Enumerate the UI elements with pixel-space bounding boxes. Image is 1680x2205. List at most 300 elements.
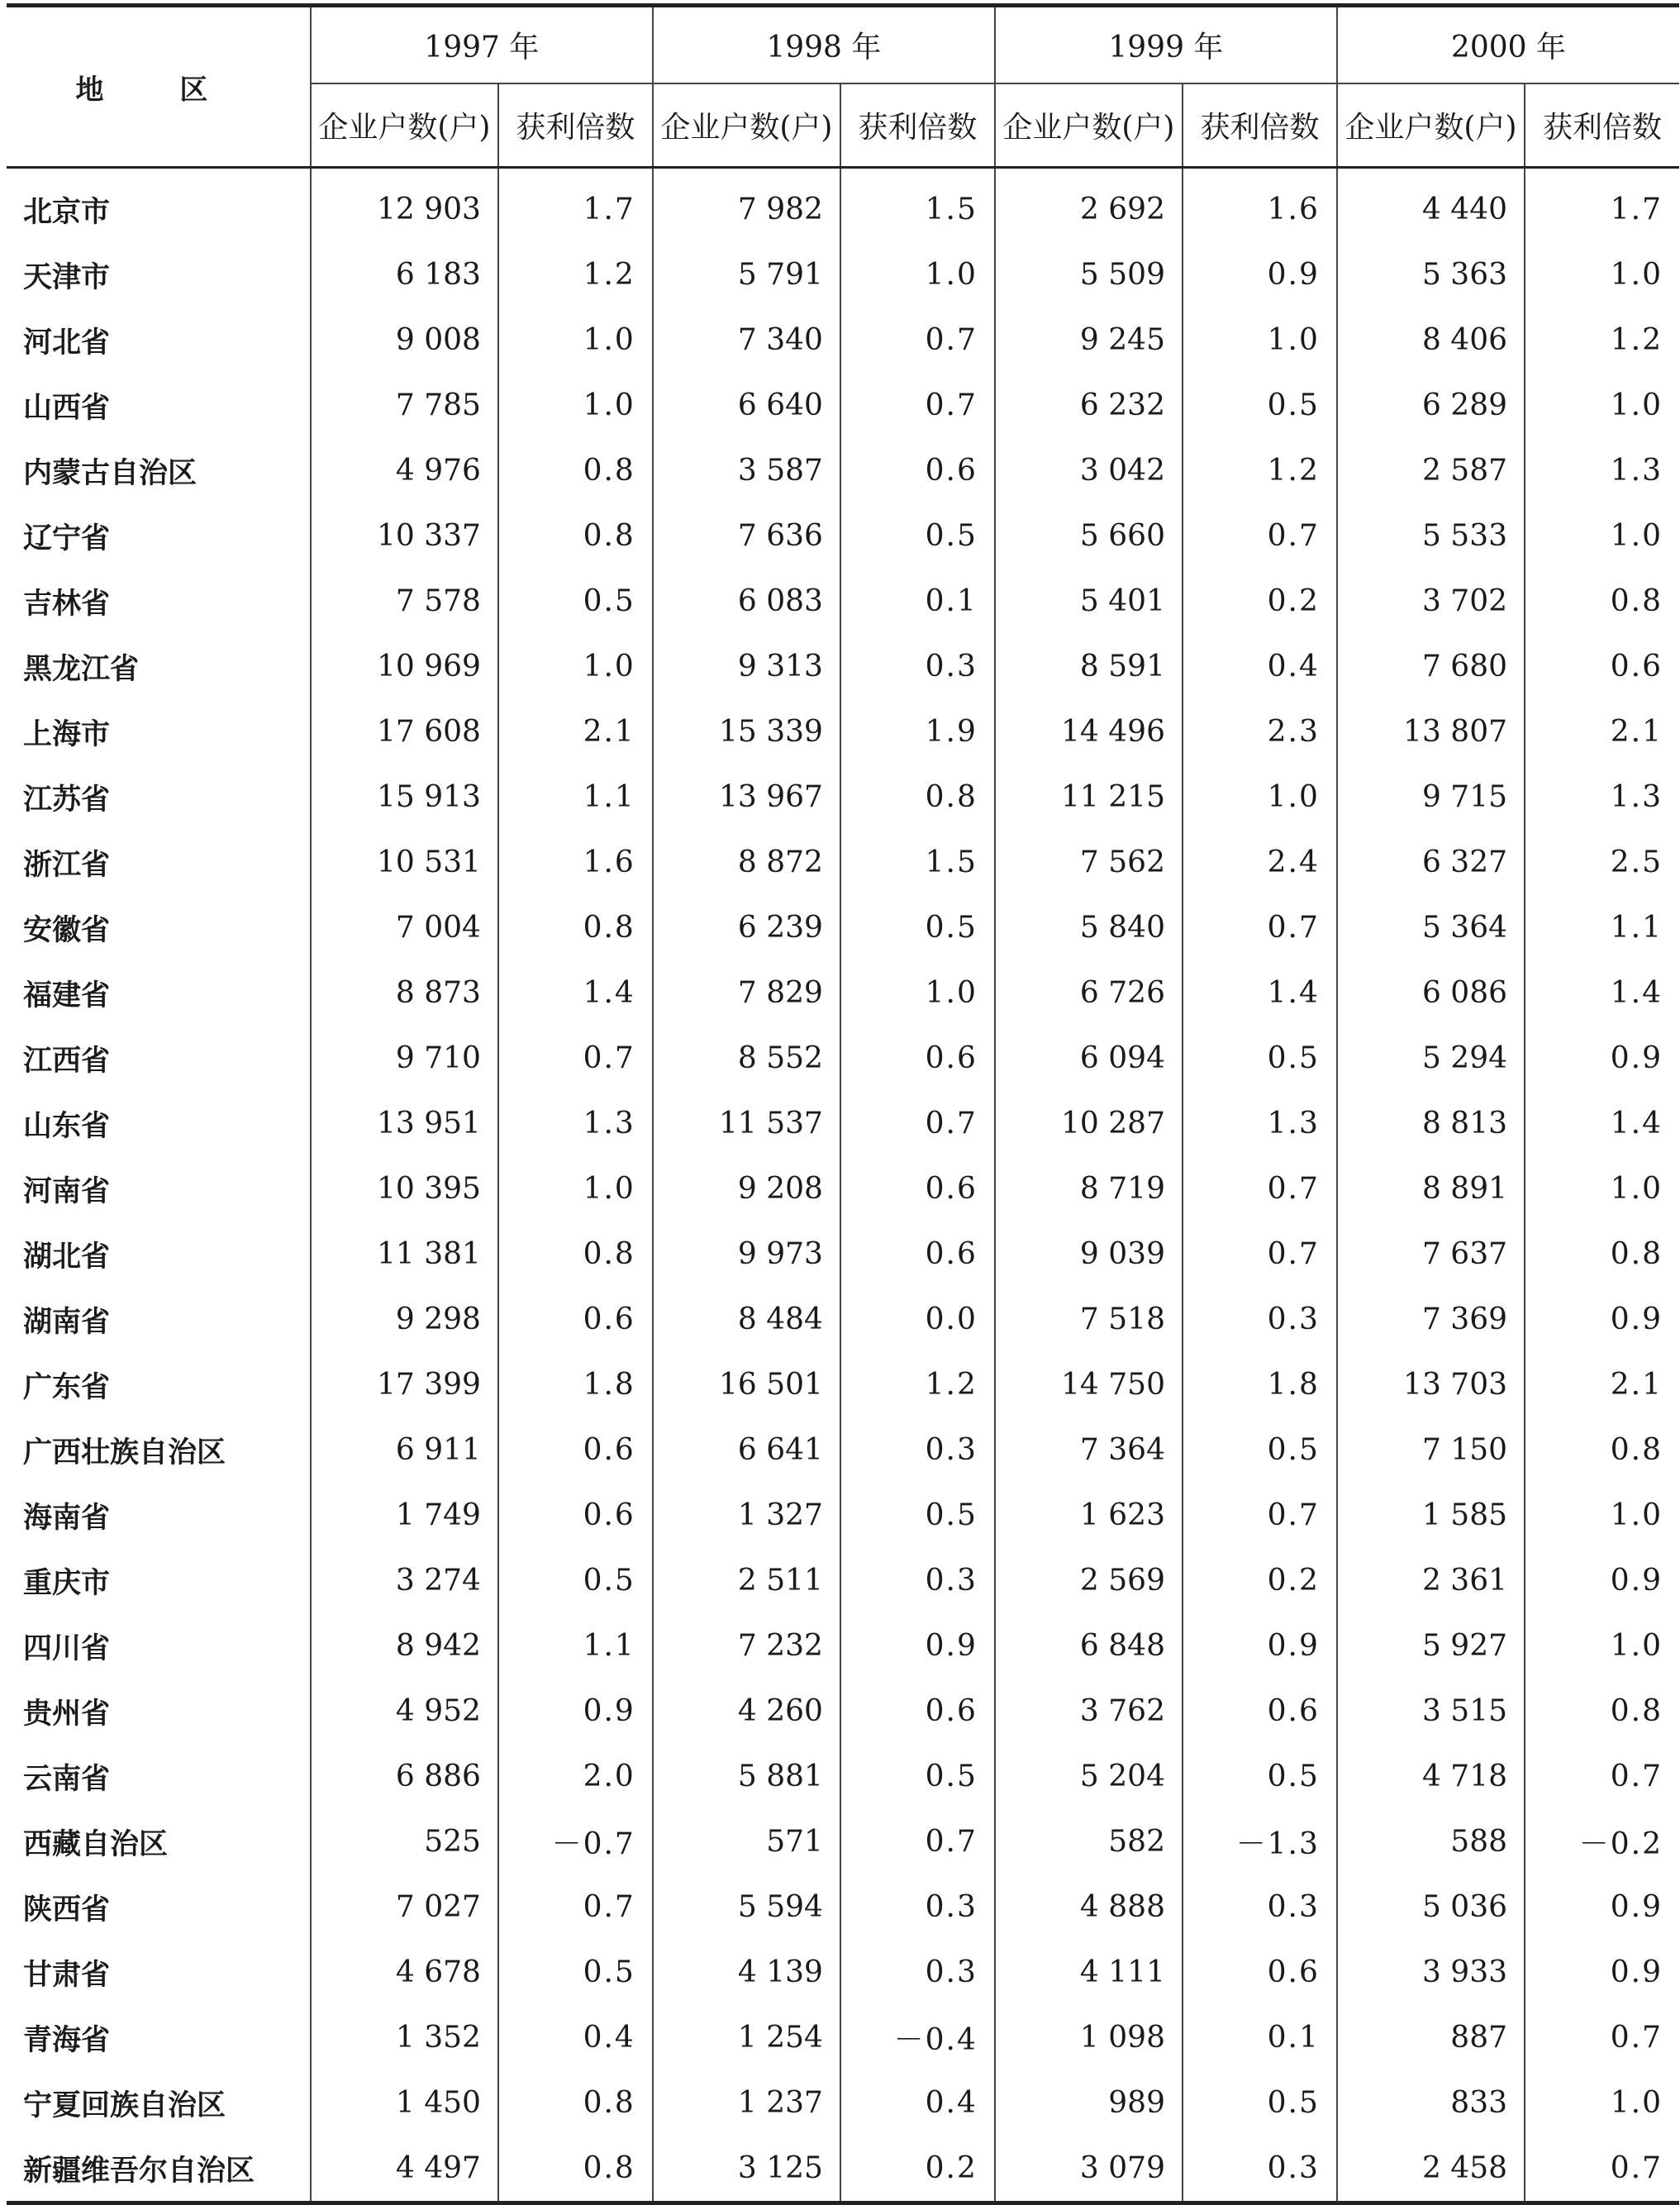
enterprise-count-cell: 6 232 <box>995 373 1183 438</box>
enterprise-count-cell: 8 872 <box>653 830 840 895</box>
profit-multiple-cell: 1.2 <box>1183 438 1337 503</box>
enterprise-profit-table <box>7 3 1679 2205</box>
profit-multiple-cell: 0.6 <box>498 1417 653 1483</box>
enterprise-count-cell: 9 039 <box>995 1222 1183 1287</box>
profit-multiple-cell: 1.0 <box>1525 1613 1679 1679</box>
profit-multiple-cell: 0.2 <box>840 2136 995 2203</box>
table-row <box>7 1679 1679 1744</box>
enterprise-count-cell: 10 337 <box>311 503 498 569</box>
profit-multiple-cell: 0.5 <box>1183 1744 1337 1809</box>
enterprise-count-header: 企业户数(户) <box>311 83 498 168</box>
table-row <box>7 2005 1679 2070</box>
profit-multiple-cell: 1.0 <box>1525 2070 1679 2136</box>
region-name-cell: 山西省 <box>23 391 111 425</box>
enterprise-count-cell: 3 125 <box>653 2136 840 2203</box>
enterprise-count-cell: 3 274 <box>311 1548 498 1613</box>
table-row <box>7 895 1679 960</box>
profit-multiple-cell: 0.5 <box>840 1483 995 1548</box>
enterprise-count-cell: 6 911 <box>311 1417 498 1483</box>
region-name-cell: 海南省 <box>23 1501 111 1535</box>
profit-multiple-cell: 0.8 <box>840 764 995 830</box>
profit-multiple-cell: 0.8 <box>1525 569 1679 634</box>
profit-multiple-cell: 1.5 <box>840 168 995 243</box>
enterprise-count-cell: 4 678 <box>311 1940 498 2005</box>
region-name-cell: 吉林省 <box>23 587 111 621</box>
enterprise-count-cell: 6 886 <box>311 1744 498 1809</box>
profit-multiple-cell: 0.5 <box>840 895 995 960</box>
profit-multiple-cell: 1.1 <box>498 764 653 830</box>
profit-multiple-cell: 0.5 <box>1183 2070 1337 2136</box>
enterprise-count-cell: 10 395 <box>311 1156 498 1222</box>
enterprise-count-cell: 10 531 <box>311 830 498 895</box>
profit-multiple-cell: 0.3 <box>840 1417 995 1483</box>
table-row <box>7 307 1679 373</box>
profit-multiple-cell: 0.3 <box>840 1874 995 1940</box>
profit-multiple-cell: 0.5 <box>498 569 653 634</box>
enterprise-count-cell: 6 848 <box>995 1613 1183 1679</box>
profit-multiple-cell: 0.7 <box>1525 2136 1679 2203</box>
enterprise-count-cell: 1 098 <box>995 2005 1183 2070</box>
profit-multiple-cell: 0.5 <box>1183 1026 1337 1091</box>
enterprise-count-cell: 10 969 <box>311 634 498 699</box>
profit-multiple-cell: 0.3 <box>840 634 995 699</box>
profit-multiple-cell: 0.6 <box>498 1483 653 1548</box>
profit-multiple-cell: 0.3 <box>1183 1874 1337 1940</box>
enterprise-count-cell: 1 352 <box>311 2005 498 2070</box>
enterprise-count-cell: 17 399 <box>311 1352 498 1417</box>
region-name-cell: 重庆市 <box>23 1566 111 1600</box>
enterprise-count-cell: 2 692 <box>995 168 1183 243</box>
enterprise-count-cell: 6 183 <box>311 242 498 307</box>
enterprise-count-cell: 9 298 <box>311 1287 498 1352</box>
enterprise-count-cell: 4 718 <box>1337 1744 1525 1809</box>
enterprise-count-cell: 4 976 <box>311 438 498 503</box>
enterprise-count-cell: 13 703 <box>1337 1352 1525 1417</box>
profit-multiple-cell: 0.6 <box>1525 634 1679 699</box>
table-row <box>7 1613 1679 1679</box>
enterprise-count-cell: 5 533 <box>1337 503 1525 569</box>
profit-multiple-cell: 1.1 <box>498 1613 653 1679</box>
enterprise-count-cell: 5 881 <box>653 1744 840 1809</box>
enterprise-count-cell: 6 726 <box>995 960 1183 1026</box>
enterprise-count-cell: 571 <box>653 1809 840 1874</box>
region-name-cell: 上海市 <box>23 717 111 751</box>
profit-multiple-cell: 0.4 <box>498 2005 653 2070</box>
enterprise-count-cell: 7 232 <box>653 1613 840 1679</box>
enterprise-count-cell: 833 <box>1337 2070 1525 2136</box>
enterprise-count-cell: 1 450 <box>311 2070 498 2136</box>
region-name-cell: 辽宁省 <box>23 521 111 555</box>
enterprise-count-cell: 17 608 <box>311 699 498 764</box>
enterprise-count-cell: 6 094 <box>995 1026 1183 1091</box>
region-name-cell: 宁夏回族自治区 <box>23 2088 226 2122</box>
region-name-cell: 江苏省 <box>23 783 111 817</box>
profit-multiple-cell: 1.9 <box>840 699 995 764</box>
profit-multiple-cell: 0.9 <box>1525 1940 1679 2005</box>
enterprise-count-header: 企业户数(户) <box>653 83 840 168</box>
enterprise-count-cell: 7 340 <box>653 307 840 373</box>
enterprise-count-cell: 8 891 <box>1337 1156 1525 1222</box>
table-row <box>7 960 1679 1026</box>
enterprise-count-cell: 5 036 <box>1337 1874 1525 1940</box>
enterprise-count-cell: 1 585 <box>1337 1483 1525 1548</box>
enterprise-count-cell: 6 239 <box>653 895 840 960</box>
profit-multiple-cell: 0.9 <box>498 1679 653 1744</box>
enterprise-count-cell: 6 641 <box>653 1417 840 1483</box>
region-name-cell: 广西壮族自治区 <box>23 1436 226 1469</box>
enterprise-count-cell: 8 873 <box>311 960 498 1026</box>
region-name-cell: 广东省 <box>23 1370 111 1404</box>
enterprise-count-cell: 7 982 <box>653 168 840 243</box>
profit-multiple-cell: 1.0 <box>1525 242 1679 307</box>
profit-multiple-cell: 1.2 <box>498 242 653 307</box>
profit-multiple-cell: 1.7 <box>1525 168 1679 243</box>
profit-multiple-cell: 0.8 <box>498 2070 653 2136</box>
enterprise-count-cell: 8 552 <box>653 1026 840 1091</box>
enterprise-count-cell: 4 888 <box>995 1874 1183 1940</box>
profit-multiple-cell: 1.0 <box>1525 373 1679 438</box>
profit-multiple-cell: 0.6 <box>1183 1940 1337 2005</box>
profit-multiple-cell: 0.7 <box>1183 895 1337 960</box>
profit-multiple-header: 获利倍数 <box>498 83 653 168</box>
enterprise-count-cell: 9 973 <box>653 1222 840 1287</box>
enterprise-count-cell: 5 594 <box>653 1874 840 1940</box>
enterprise-count-cell: 1 237 <box>653 2070 840 2136</box>
table-row <box>7 168 1679 243</box>
table-row <box>7 1026 1679 1091</box>
profit-multiple-cell: 1.4 <box>1525 960 1679 1026</box>
enterprise-count-cell: 525 <box>311 1809 498 1874</box>
statistics-table-container <box>7 3 1679 2205</box>
profit-multiple-cell: 0.6 <box>840 1679 995 1744</box>
profit-multiple-cell: 2.4 <box>1183 830 1337 895</box>
enterprise-count-cell: 3 762 <box>995 1679 1183 1744</box>
year-header-1997: 1997 年 <box>311 6 653 84</box>
profit-multiple-cell: 0.6 <box>840 1156 995 1222</box>
profit-multiple-cell: 1.3 <box>498 1091 653 1156</box>
enterprise-count-cell: 9 245 <box>995 307 1183 373</box>
enterprise-count-cell: 5 363 <box>1337 242 1525 307</box>
enterprise-count-header: 企业户数(户) <box>1337 83 1525 168</box>
enterprise-count-cell: 7 150 <box>1337 1417 1525 1483</box>
enterprise-count-cell: 588 <box>1337 1809 1525 1874</box>
profit-multiple-cell: 0.7 <box>1183 503 1337 569</box>
enterprise-count-cell: 3 042 <box>995 438 1183 503</box>
region-name-cell: 浙江省 <box>23 848 111 882</box>
profit-multiple-cell: 0.3 <box>1183 2136 1337 2203</box>
table-row <box>7 1744 1679 1809</box>
profit-multiple-cell: 2.1 <box>1525 699 1679 764</box>
table-row <box>7 373 1679 438</box>
profit-multiple-cell: 2.0 <box>498 1744 653 1809</box>
enterprise-count-cell: 4 139 <box>653 1940 840 2005</box>
enterprise-count-cell: 7 785 <box>311 373 498 438</box>
profit-multiple-cell: 0.6 <box>840 1222 995 1287</box>
region-header-label: 地 区 <box>75 73 241 107</box>
profit-multiple-cell: 0.6 <box>1183 1679 1337 1744</box>
profit-multiple-cell: 2.1 <box>498 699 653 764</box>
table-row <box>7 242 1679 307</box>
profit-multiple-cell: 1.4 <box>1183 960 1337 1026</box>
profit-multiple-cell: 1.0 <box>498 634 653 699</box>
enterprise-count-cell: 14 750 <box>995 1352 1183 1417</box>
profit-multiple-cell: 0.9 <box>1525 1548 1679 1613</box>
table-row <box>7 503 1679 569</box>
region-name-cell: 天津市 <box>23 260 111 294</box>
enterprise-count-cell: 16 501 <box>653 1352 840 1417</box>
profit-multiple-cell: 0.0 <box>840 1287 995 1352</box>
profit-multiple-cell: 2.5 <box>1525 830 1679 895</box>
table-header <box>7 6 1679 168</box>
enterprise-count-cell: 15 913 <box>311 764 498 830</box>
profit-multiple-cell: 2.1 <box>1525 1352 1679 1417</box>
enterprise-count-cell: 1 749 <box>311 1483 498 1548</box>
profit-multiple-cell: 0.7 <box>1183 1222 1337 1287</box>
enterprise-count-cell: 4 497 <box>311 2136 498 2203</box>
table-row <box>7 634 1679 699</box>
profit-multiple-cell: 0.7 <box>1183 1156 1337 1222</box>
enterprise-count-cell: 7 027 <box>311 1874 498 1940</box>
profit-multiple-cell: 0.7 <box>1525 1744 1679 1809</box>
profit-multiple-cell: －0.4 <box>840 2005 995 2070</box>
enterprise-count-cell: 7 518 <box>995 1287 1183 1352</box>
table-row <box>7 1222 1679 1287</box>
region-column-header <box>7 6 311 168</box>
enterprise-count-cell: 5 204 <box>995 1744 1183 1809</box>
enterprise-count-cell: 5 509 <box>995 242 1183 307</box>
profit-multiple-cell: 1.0 <box>1525 503 1679 569</box>
enterprise-count-cell: 5 364 <box>1337 895 1525 960</box>
enterprise-count-cell: 11 537 <box>653 1091 840 1156</box>
enterprise-count-cell: 3 587 <box>653 438 840 503</box>
table-row <box>7 1091 1679 1156</box>
enterprise-count-cell: 5 840 <box>995 895 1183 960</box>
region-name-cell: 湖南省 <box>23 1305 111 1339</box>
profit-multiple-cell: 1.0 <box>840 242 995 307</box>
region-name-cell: 江西省 <box>23 1044 111 1078</box>
enterprise-count-cell: 6 083 <box>653 569 840 634</box>
profit-multiple-cell: 0.7 <box>1525 2005 1679 2070</box>
enterprise-count-cell: 3 515 <box>1337 1679 1525 1744</box>
enterprise-count-cell: 6 289 <box>1337 373 1525 438</box>
profit-multiple-cell: 0.3 <box>1183 1287 1337 1352</box>
table-row <box>7 1156 1679 1222</box>
profit-multiple-cell: 0.8 <box>1525 1679 1679 1744</box>
region-name-cell: 河南省 <box>23 1174 111 1208</box>
enterprise-count-cell: 15 339 <box>653 699 840 764</box>
enterprise-count-cell: 5 401 <box>995 569 1183 634</box>
profit-multiple-cell: 1.8 <box>1183 1352 1337 1417</box>
region-name-cell: 西藏自治区 <box>23 1827 169 1861</box>
table-row <box>7 1874 1679 1940</box>
enterprise-count-cell: 3 933 <box>1337 1940 1525 2005</box>
enterprise-count-cell: 5 927 <box>1337 1613 1525 1679</box>
profit-multiple-cell: 0.8 <box>498 2136 653 2203</box>
year-header-2000: 2000 年 <box>1337 6 1679 84</box>
enterprise-count-cell: 11 381 <box>311 1222 498 1287</box>
table-row <box>7 1352 1679 1417</box>
enterprise-count-cell: 8 813 <box>1337 1091 1525 1156</box>
profit-multiple-cell: 0.8 <box>1525 1417 1679 1483</box>
enterprise-count-cell: 10 287 <box>995 1091 1183 1156</box>
profit-multiple-cell: 1.0 <box>1183 307 1337 373</box>
enterprise-count-cell: 2 511 <box>653 1548 840 1613</box>
enterprise-count-cell: 7 364 <box>995 1417 1183 1483</box>
profit-multiple-cell: 1.0 <box>1183 764 1337 830</box>
profit-multiple-cell: 1.3 <box>1525 764 1679 830</box>
profit-multiple-cell: 1.0 <box>840 960 995 1026</box>
region-name-cell: 福建省 <box>23 979 111 1012</box>
enterprise-count-cell: 13 807 <box>1337 699 1525 764</box>
enterprise-count-cell: 7 578 <box>311 569 498 634</box>
enterprise-count-header: 企业户数(户) <box>995 83 1183 168</box>
profit-multiple-cell: －0.7 <box>498 1809 653 1874</box>
enterprise-count-cell: 1 623 <box>995 1483 1183 1548</box>
region-name-cell: 山东省 <box>23 1109 111 1143</box>
profit-multiple-cell: 0.7 <box>840 1809 995 1874</box>
enterprise-count-cell: 7 636 <box>653 503 840 569</box>
enterprise-count-cell: 7 680 <box>1337 634 1525 699</box>
enterprise-count-cell: 9 715 <box>1337 764 1525 830</box>
table-row <box>7 2136 1679 2203</box>
profit-multiple-cell: 0.5 <box>1183 1417 1337 1483</box>
enterprise-count-cell: 4 952 <box>311 1679 498 1744</box>
profit-multiple-cell: 0.9 <box>1525 1287 1679 1352</box>
profit-multiple-cell: 0.7 <box>498 1874 653 1940</box>
year-header-1998: 1998 年 <box>653 6 995 84</box>
profit-multiple-cell: 0.9 <box>840 1613 995 1679</box>
profit-multiple-cell: 0.8 <box>498 438 653 503</box>
enterprise-count-cell: 6 640 <box>653 373 840 438</box>
profit-multiple-cell: 1.0 <box>498 307 653 373</box>
table-row <box>7 764 1679 830</box>
enterprise-count-cell: 14 496 <box>995 699 1183 764</box>
profit-multiple-cell: 0.7 <box>498 1026 653 1091</box>
enterprise-count-cell: 9 313 <box>653 634 840 699</box>
enterprise-count-cell: 12 903 <box>311 168 498 243</box>
table-row <box>7 1287 1679 1352</box>
region-name-cell: 黑龙江省 <box>23 652 140 686</box>
region-name-cell: 内蒙古自治区 <box>23 456 198 490</box>
enterprise-count-cell: 5 294 <box>1337 1026 1525 1091</box>
profit-multiple-cell: 0.5 <box>1183 373 1337 438</box>
enterprise-count-cell: 8 484 <box>653 1287 840 1352</box>
profit-multiple-cell: 0.7 <box>840 1091 995 1156</box>
profit-multiple-cell: 0.8 <box>498 503 653 569</box>
profit-multiple-cell: 0.5 <box>840 503 995 569</box>
profit-multiple-cell: 0.9 <box>1525 1026 1679 1091</box>
region-name-cell: 青海省 <box>23 2023 111 2057</box>
profit-multiple-cell: 1.4 <box>1525 1091 1679 1156</box>
table-row <box>7 699 1679 764</box>
profit-multiple-cell: 1.0 <box>1525 1156 1679 1222</box>
profit-multiple-cell: 0.9 <box>1183 242 1337 307</box>
enterprise-count-cell: 9 208 <box>653 1156 840 1222</box>
enterprise-count-cell: 2 587 <box>1337 438 1525 503</box>
enterprise-count-cell: 8 719 <box>995 1156 1183 1222</box>
region-name-cell: 贵州省 <box>23 1697 111 1731</box>
table-row <box>7 438 1679 503</box>
profit-multiple-cell: 0.1 <box>1183 2005 1337 2070</box>
enterprise-count-cell: 6 327 <box>1337 830 1525 895</box>
enterprise-count-cell: 7 004 <box>311 895 498 960</box>
enterprise-count-cell: 13 951 <box>311 1091 498 1156</box>
region-name-cell: 陕西省 <box>23 1893 111 1926</box>
profit-multiple-header: 获利倍数 <box>1525 83 1679 168</box>
region-name-cell: 甘肃省 <box>23 1958 111 1992</box>
enterprise-count-cell: 8 942 <box>311 1613 498 1679</box>
enterprise-count-cell: 2 458 <box>1337 2136 1525 2203</box>
profit-multiple-cell: 0.4 <box>840 2070 995 2136</box>
profit-multiple-cell: 0.9 <box>1525 1874 1679 1940</box>
enterprise-count-cell: 582 <box>995 1809 1183 1874</box>
year-header-1999: 1999 年 <box>995 6 1337 84</box>
profit-multiple-cell: 1.1 <box>1525 895 1679 960</box>
profit-multiple-cell: 0.9 <box>1183 1613 1337 1679</box>
profit-multiple-cell: 0.8 <box>498 895 653 960</box>
table-row <box>7 1940 1679 2005</box>
region-name-cell: 新疆维吾尔自治区 <box>7 2136 311 2203</box>
profit-multiple-cell: 1.6 <box>1183 168 1337 243</box>
enterprise-count-cell: 7 369 <box>1337 1287 1525 1352</box>
profit-multiple-header: 获利倍数 <box>1183 83 1337 168</box>
profit-multiple-cell: 0.8 <box>498 1222 653 1287</box>
enterprise-count-cell: 887 <box>1337 2005 1525 2070</box>
region-name-cell: 北京市 <box>23 195 111 229</box>
profit-multiple-cell: 0.2 <box>1183 569 1337 634</box>
enterprise-count-cell: 13 967 <box>653 764 840 830</box>
enterprise-count-cell: 8 406 <box>1337 307 1525 373</box>
enterprise-count-cell: 989 <box>995 2070 1183 2136</box>
profit-multiple-cell: 1.5 <box>840 830 995 895</box>
enterprise-count-cell: 11 215 <box>995 764 1183 830</box>
profit-multiple-cell: 1.2 <box>1525 307 1679 373</box>
profit-multiple-cell: 1.4 <box>498 960 653 1026</box>
profit-multiple-cell: 0.6 <box>498 1287 653 1352</box>
enterprise-count-cell: 7 829 <box>653 960 840 1026</box>
profit-multiple-cell: 0.8 <box>1525 1222 1679 1287</box>
enterprise-count-cell: 7 562 <box>995 830 1183 895</box>
profit-multiple-cell: 1.3 <box>1525 438 1679 503</box>
profit-multiple-cell: 1.0 <box>1525 1483 1679 1548</box>
profit-multiple-cell: 1.7 <box>498 168 653 243</box>
profit-multiple-cell: 0.6 <box>840 1026 995 1091</box>
table-row <box>7 1548 1679 1613</box>
profit-multiple-cell: 1.8 <box>498 1352 653 1417</box>
profit-multiple-cell: 0.6 <box>840 438 995 503</box>
region-name-cell: 河北省 <box>23 326 111 360</box>
profit-multiple-cell: －0.2 <box>1525 1809 1679 1874</box>
table-row <box>7 1417 1679 1483</box>
profit-multiple-cell: 0.7 <box>1183 1483 1337 1548</box>
enterprise-count-cell: 3 702 <box>1337 569 1525 634</box>
profit-multiple-cell: 1.0 <box>498 1156 653 1222</box>
enterprise-count-cell: 1 254 <box>653 2005 840 2070</box>
profit-multiple-cell: 0.1 <box>840 569 995 634</box>
profit-multiple-cell: 0.4 <box>1183 634 1337 699</box>
profit-multiple-cell: 0.5 <box>498 1940 653 2005</box>
enterprise-count-cell: 2 361 <box>1337 1548 1525 1613</box>
table-row <box>7 2070 1679 2136</box>
table-row <box>7 830 1679 895</box>
enterprise-count-cell: 5 660 <box>995 503 1183 569</box>
profit-multiple-cell: 1.2 <box>840 1352 995 1417</box>
enterprise-count-cell: 4 111 <box>995 1940 1183 2005</box>
profit-multiple-cell: 0.2 <box>1183 1548 1337 1613</box>
profit-multiple-cell: 0.3 <box>840 1940 995 2005</box>
enterprise-count-cell: 9 710 <box>311 1026 498 1091</box>
profit-multiple-cell: 0.7 <box>840 373 995 438</box>
